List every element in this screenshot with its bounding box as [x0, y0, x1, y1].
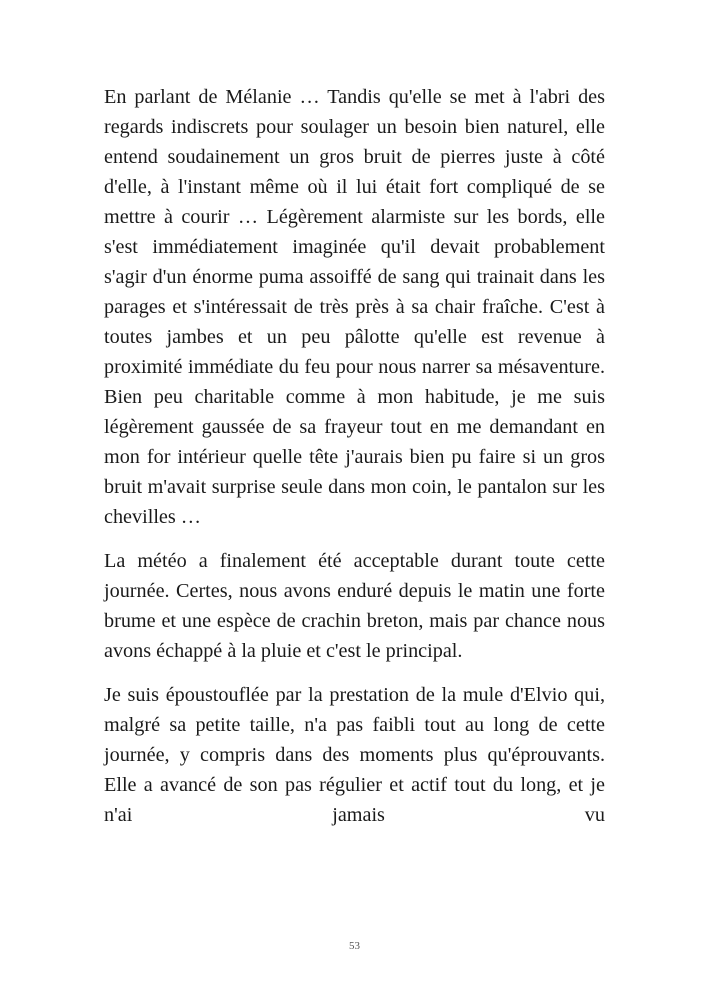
page-number: 53: [349, 940, 360, 952]
paragraph-melanie: En parlant de Mélanie … Tandis qu'elle se met à l'abri des regards indiscrets pour soulager un besoin bien naturel, elle entend soudainement un gros bruit de pierres juste à côté d'elle, à l'instant même où il lui était fort compliqué de se mettre à courir … Légèrement alarmiste sur les bords, elle s'est immédiatement imaginée qu'il devait probablement s'agir d'un énorme puma assoiffé de sang qui trainait dans les parages et s'intéressait de très près à sa chair fraîche. C'est à toutes jambes et un peu pâlotte qu'elle est revenue à proximité immédiate du feu pour nous narrer sa mésaventure. Bien peu charitable comme à mon habitude, je me suis légèrement gaussée de sa frayeur tout en me demandant en mon for intérieur quelle tête j'aurais bien pu faire si un gros bruit m'avait surprise seule dans mon coin, le pantalon sur les chevilles …: [104, 86, 605, 528]
body-text: [104, 82, 605, 830]
paragraph-mule: Je suis époustouflée par la prestation de la mule d'Elvio qui, malgré sa petite taille, n'a pas faibli tout au long de cette journée, y compris dans des moments plus qu'éprouvants. Elle a avancé de son pas régulier et actif tout du long, et je n'ai jamais vu: [104, 684, 605, 826]
paragraph-meteo: La météo a finalement été acceptable durant toute cette journée. Certes, nous avons enduré depuis le matin une forte brume et une espèce de crachin breton, mais par chance nous avons échappé à la pluie et c'est le principal.: [104, 550, 605, 662]
